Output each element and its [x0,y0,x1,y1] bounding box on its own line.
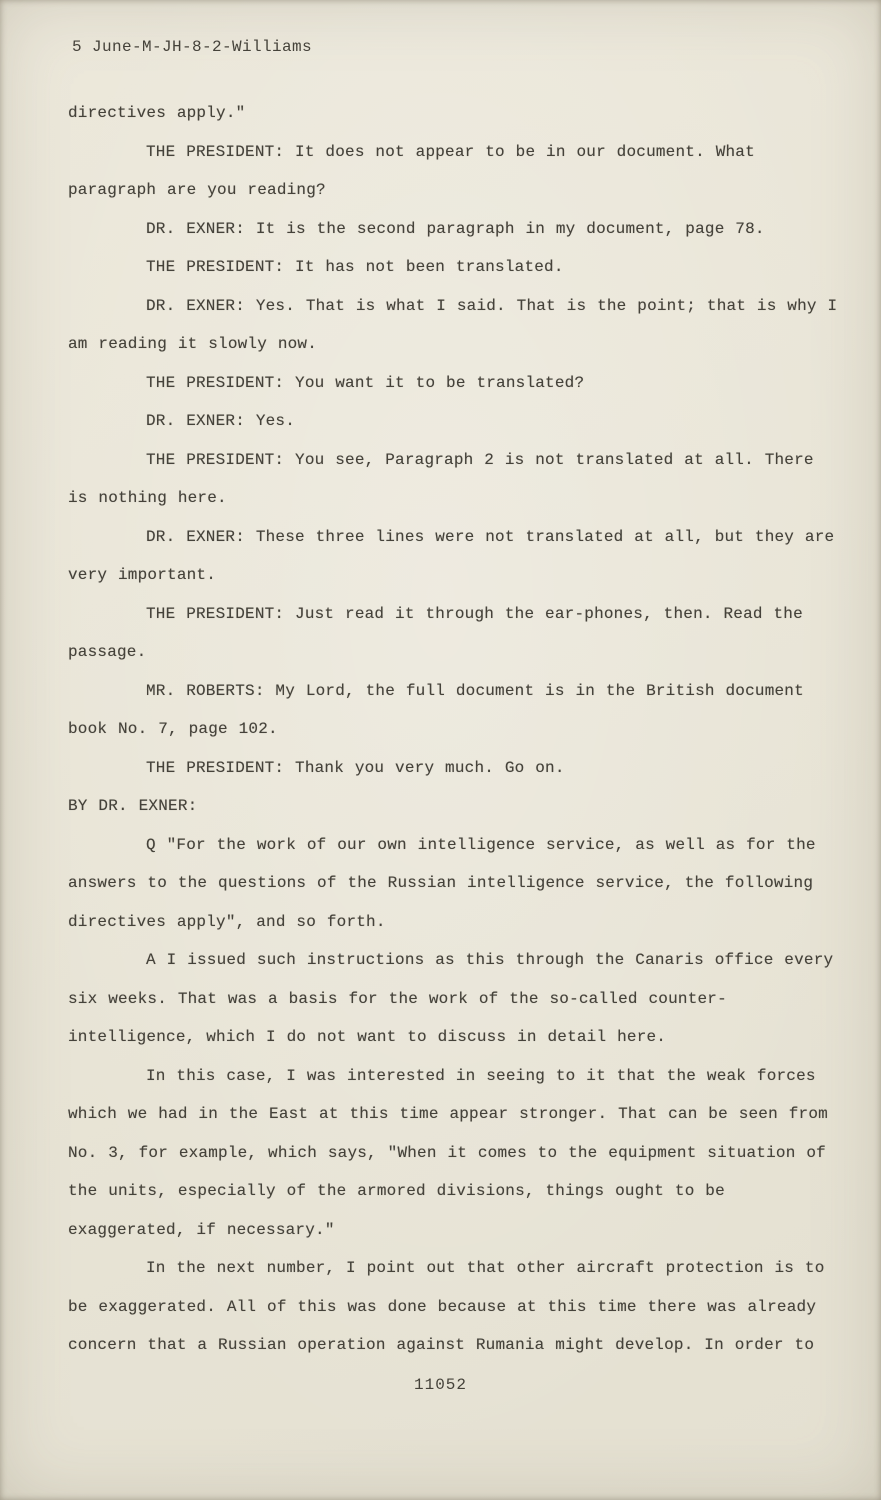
transcript-paragraph: THE PRESIDENT: You want it to be translated? [146,373,585,392]
transcript-paragraph: DR. EXNER: These three lines were not translated at all, but they are very important. [68,527,835,584]
transcript-paragraph: Q "For the work of our own intelligence service, as well as for the answers to the questions of the Russian intelligence service, the following directives apply", and so forth. [68,835,816,931]
transcript-paragraph: MR. ROBERTS: My Lord, the full document is in the British document book No. 7, page 102. [68,681,804,738]
transcript-paragraph: A I issued such instructions as this through the Canaris office every six weeks. That was a basis for the work of the so-called counter-intelligence, which I do not want to discuss in detail here. [68,951,834,1046]
transcript-paragraph: In the next number, I point out that other aircraft protection is to be exaggerated. All of this was done because at this time there was already concern that a Russian operation against Rumania might develop. In order to [68,1259,825,1354]
transcript-paragraph: THE PRESIDENT: You see, Paragraph 2 is not translated at all. There is nothing here. [68,450,814,507]
transcript-paragraph: THE PRESIDENT: It has not been translated. [146,258,564,276]
transcript-paragraph: DR. EXNER: It is the second paragraph in my document, page 78. [146,219,765,238]
transcript-paragraph: DR. EXNER: Yes. [146,412,296,430]
transcript-paragraph: THE PRESIDENT: It does not appear to be in our document. What paragraph are you reading? [68,142,755,199]
transcript-paragraph: THE PRESIDENT: Thank you very much. Go on. [146,758,565,777]
transcript-body [68,94,839,1365]
transcript-paragraph: directives apply." [68,104,246,122]
transcript-paragraph: BY DR. EXNER: [68,797,198,815]
transcript-paragraph: THE PRESIDENT: Just read it through the ear-phones, then. Read the passage. [68,604,803,661]
page-number: 11052 [413,1376,467,1394]
page-header-reference: 5 June-M-JH-8-2-Williams [72,38,313,56]
transcript-paragraph: In this case, I was interested in seeing to it that the weak forces which we had in the East at this time appear stronger. That can be seen from No. 3, for example, which says, "When it comes to the equipment situation of the units, especially of the armored divisions, things ought to be exaggerated, if necessary." [68,1066,828,1239]
transcript-paragraph: DR. EXNER: Yes. That is what I said. That is the point; that is why I am reading it slowly now. [68,296,838,353]
